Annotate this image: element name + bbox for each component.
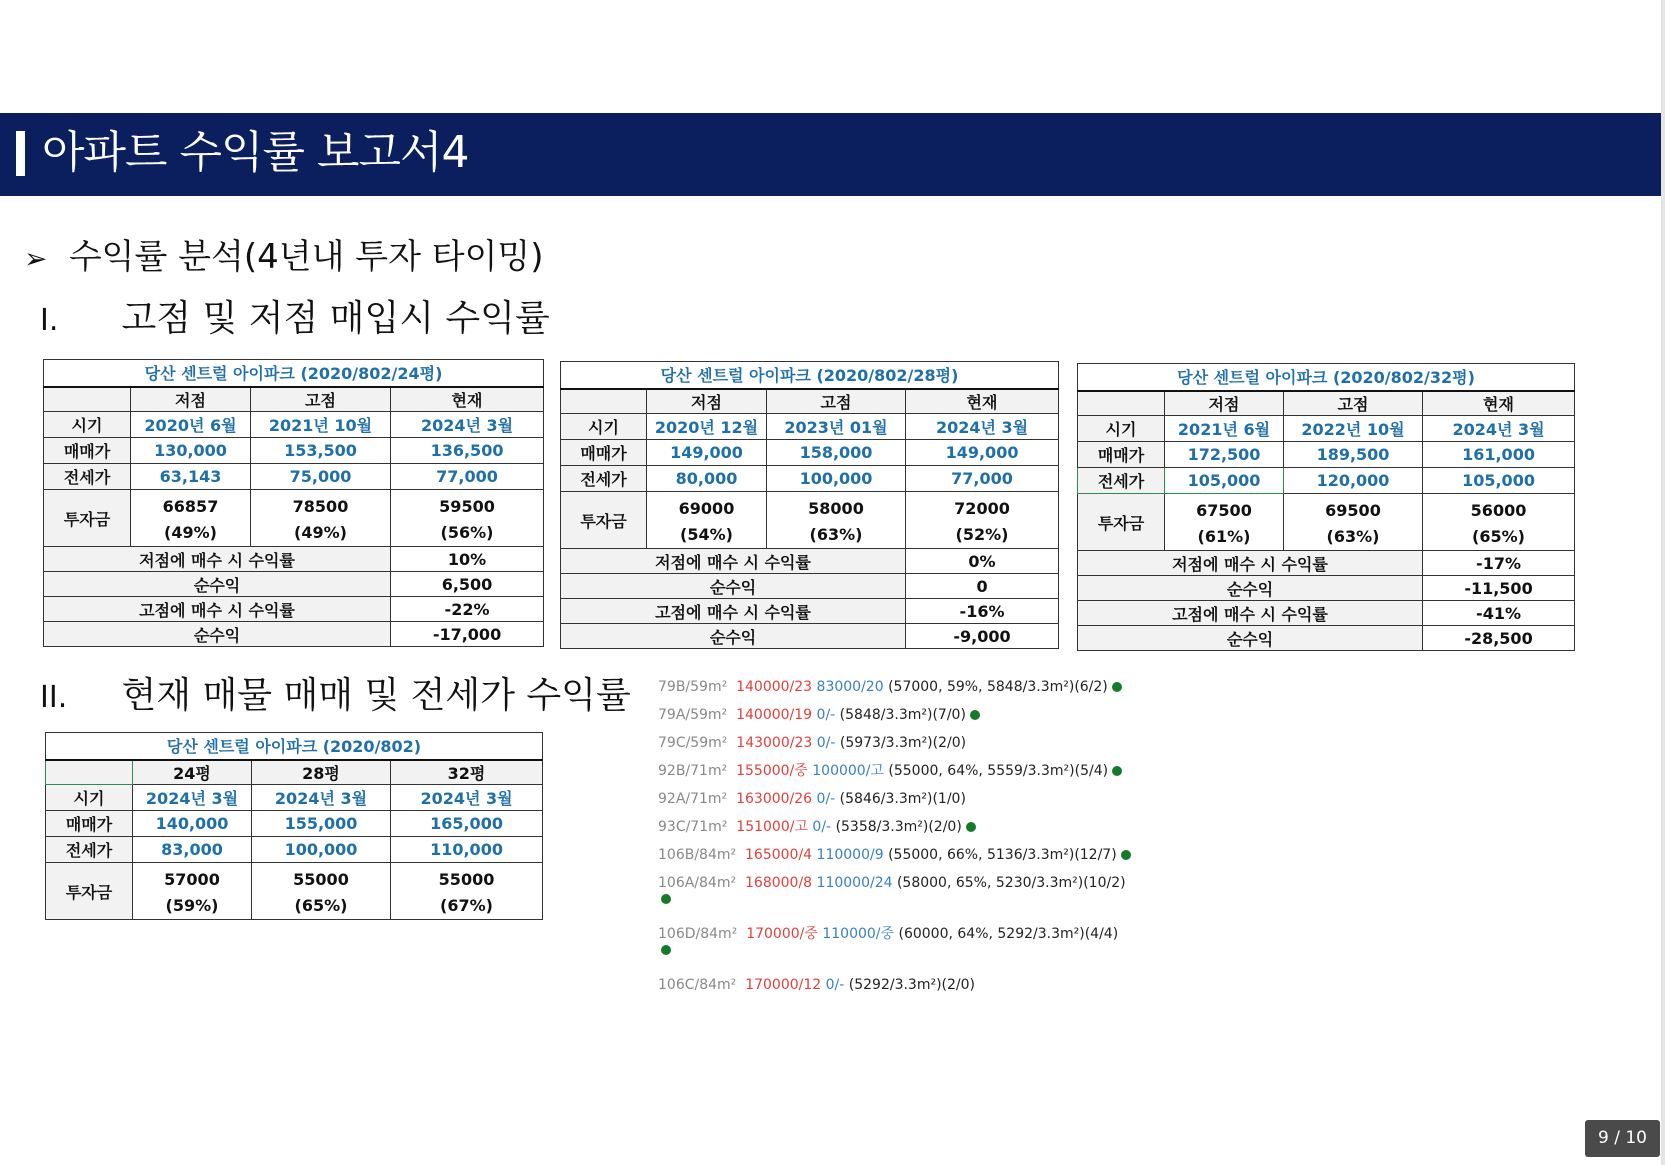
page-title: 아파트 수익률 보고서4	[42, 127, 469, 178]
row-label-net-profit: 순수익	[1078, 626, 1423, 651]
subsection-number: I.	[40, 303, 59, 338]
row-label-period: 시기	[1078, 416, 1165, 442]
cell: 105,000	[1423, 468, 1575, 494]
col-28: 28평	[252, 760, 391, 785]
cell: 77,000	[391, 464, 544, 490]
cell: -17,000	[391, 622, 544, 647]
title-band	[0, 113, 1662, 196]
cell: 0	[906, 574, 1059, 599]
invest-cell: 78500 (49%)	[251, 490, 391, 547]
row-label-low-return: 저점에 매수 시 수익률	[561, 549, 906, 574]
invest-cell: 58000 (63%)	[767, 492, 906, 549]
cell: -28,500	[1423, 626, 1575, 651]
cell: 80,000	[647, 466, 767, 492]
invest-cell: 56000 (65%)	[1423, 494, 1575, 551]
status-dot-icon	[661, 894, 671, 904]
subsection-title: 현재 매물 매매 및 전세가 수익률	[121, 675, 631, 716]
cell: 155,000	[252, 811, 391, 837]
col-high: 고점	[1284, 391, 1423, 416]
list-item: 106A/84m² 168000/8 110000/24 (58000, 65%, 5230/3.3m²)(10/2)	[658, 872, 1131, 923]
col-now: 현재	[1423, 391, 1575, 416]
row-label-net-profit: 순수익	[561, 574, 906, 599]
row-label-period: 시기	[561, 414, 647, 440]
cell: 100,000	[767, 466, 906, 492]
list-item: 106B/84m² 165000/4 110000/9 (55000, 66%, 5136/3.3m²)(12/7)	[658, 844, 1131, 872]
cell: -22%	[391, 597, 544, 622]
cell: -17%	[1423, 551, 1575, 576]
row-label-sale: 매매가	[561, 440, 647, 466]
invest-cell: 72000 (52%)	[906, 492, 1059, 549]
list-item: 79C/59m² 143000/23 0/- (5973/3.3m²)(2/0)	[658, 735, 967, 751]
list-item: 79B/59m² 140000/23 83000/20 (57000, 59%, 5848/3.3m²)(6/2)	[658, 676, 1131, 704]
cell: 140,000	[133, 811, 252, 837]
cell: -16%	[906, 599, 1059, 624]
col-high: 고점	[767, 389, 906, 414]
row-label-high-return: 고점에 매수 시 수익률	[44, 597, 391, 622]
list-item: 93C/71m² 151000/고 0/- (5358/3.3m²)(2/0)	[658, 816, 1131, 844]
list-item: 106D/84m² 170000/중 110000/중 (60000, 64%, 5292/3.3m²)(4/4)	[658, 923, 1131, 974]
cell: 2022년 10월	[1284, 416, 1423, 442]
invest-cell: 69500 (63%)	[1284, 494, 1423, 551]
col-32: 32평	[391, 760, 543, 785]
cell: 2021년 10월	[251, 412, 391, 438]
row-label-jeonse: 전세가	[44, 464, 131, 490]
subsection-title: 고점 및 저점 매입시 수익률	[121, 298, 550, 339]
cell: 120,000	[1284, 468, 1423, 494]
cell: -41%	[1423, 601, 1575, 626]
cell: 136,500	[391, 438, 544, 464]
cell: 2023년 01월	[767, 414, 906, 440]
list-item: 106C/84m² 170000/12 0/- (5292/3.3m²)(2/0)	[658, 977, 976, 993]
cell: 10%	[391, 547, 544, 572]
invest-cell: 69000 (54%)	[647, 492, 767, 549]
list-item: 92B/71m² 155000/중 100000/고 (55000, 64%, 5559/3.3m²)(5/4)	[658, 760, 1131, 788]
status-dot-icon	[1121, 850, 1131, 860]
cell: 2024년 3월	[133, 785, 252, 811]
cell: 153,500	[251, 438, 391, 464]
status-dot-icon	[1112, 766, 1122, 776]
invest-cell: 55000 (65%)	[252, 863, 391, 920]
row-label-sale: 매매가	[1078, 442, 1165, 468]
cell: 77,000	[906, 466, 1059, 492]
row-label-net-profit: 순수익	[561, 624, 906, 649]
status-dot-icon	[1112, 682, 1122, 692]
row-label-invest: 투자금	[1078, 494, 1165, 551]
cell: 161,000	[1423, 442, 1575, 468]
cell: 100,000	[252, 837, 391, 863]
cell: -11,500	[1423, 576, 1575, 601]
selected-cell[interactable]: 105,000	[1165, 468, 1284, 494]
cell: 2020년 6월	[131, 412, 251, 438]
cell: 75,000	[251, 464, 391, 490]
page-indicator: 9 / 10	[1585, 1120, 1660, 1157]
cell: 2024년 3월	[1423, 416, 1575, 442]
row-label-low-return: 저점에 매수 시 수익률	[1078, 551, 1423, 576]
invest-cell: 57000 (59%)	[133, 863, 252, 920]
subsection-number: II.	[40, 680, 68, 715]
row-label-jeonse: 전세가	[46, 837, 133, 863]
list-item: 92A/71m² 163000/26 0/- (5846/3.3m²)(1/0)	[658, 791, 966, 807]
row-label-low-return: 저점에 매수 시 수익률	[44, 547, 391, 572]
cell: 2024년 3월	[252, 785, 391, 811]
return-table-32	[1077, 363, 1575, 651]
arrow-bullet-icon: ➢	[24, 242, 48, 275]
invest-cell: 55000 (67%)	[391, 863, 543, 920]
cell: 83,000	[133, 837, 252, 863]
table-title: 당산 센트럴 아이파크 (2020/802/32평)	[1078, 364, 1575, 391]
col-low: 저점	[1165, 391, 1284, 416]
row-label-sale: 매매가	[46, 811, 133, 837]
cell: 172,500	[1165, 442, 1284, 468]
subsection-1-heading	[40, 294, 550, 346]
list-item: 79A/59m² 140000/19 0/- (5848/3.3m²)(7/0)	[658, 704, 1131, 732]
row-label-high-return: 고점에 매수 시 수익률	[561, 599, 906, 624]
cell: 2024년 3월	[391, 412, 544, 438]
row-label-sale: 매매가	[44, 438, 131, 464]
cell: 158,000	[767, 440, 906, 466]
invest-cell: 66857 (49%)	[131, 490, 251, 547]
col-now: 현재	[391, 387, 544, 412]
return-table-24	[43, 359, 544, 647]
row-label-net-profit: 순수익	[44, 622, 391, 647]
subsection-2-heading	[40, 671, 631, 723]
row-label-invest: 투자금	[46, 863, 133, 920]
cell: 189,500	[1284, 442, 1423, 468]
table-title: 당산 센트럴 아이파크 (2020/802/28평)	[561, 362, 1059, 389]
table-title: 당산 센트럴 아이파크 (2020/802)	[46, 733, 543, 760]
cell: 63,143	[131, 464, 251, 490]
row-label-net-profit: 순수익	[1078, 576, 1423, 601]
cell: -9,000	[906, 624, 1059, 649]
title-accent-bar	[16, 131, 25, 176]
status-dot-icon	[970, 710, 980, 720]
cell: 0%	[906, 549, 1059, 574]
cell: 2021년 6월	[1165, 416, 1284, 442]
cell: 149,000	[647, 440, 767, 466]
cell: 149,000	[906, 440, 1059, 466]
cell: 6,500	[391, 572, 544, 597]
row-label-net-profit: 순수익	[44, 572, 391, 597]
row-label-invest: 투자금	[561, 492, 647, 549]
cell: 165,000	[391, 811, 543, 837]
section-heading	[24, 232, 544, 284]
cell: 2024년 3월	[906, 414, 1059, 440]
row-label-high-return: 고점에 매수 시 수익률	[1078, 601, 1423, 626]
row-label-jeonse: 전세가	[561, 466, 647, 492]
section-title: 수익률 분석(4년내 투자 타이밍)	[68, 237, 544, 277]
cell: 130,000	[131, 438, 251, 464]
row-label-invest: 투자금	[44, 490, 131, 547]
col-low: 저점	[647, 389, 767, 414]
selected-cell[interactable]	[46, 760, 133, 785]
status-dot-icon	[966, 822, 976, 832]
row-label-jeonse: 전세가	[1078, 468, 1165, 494]
col-now: 현재	[906, 389, 1059, 414]
current-price-table	[45, 732, 543, 920]
invest-cell: 67500 (61%)	[1165, 494, 1284, 551]
col-low: 저점	[131, 387, 251, 412]
col-24: 24평	[133, 760, 252, 785]
return-table-28	[560, 361, 1059, 649]
row-label-period: 시기	[44, 412, 131, 438]
col-high: 고점	[251, 387, 391, 412]
cell: 2020년 12월	[647, 414, 767, 440]
status-dot-icon	[661, 945, 671, 955]
row-label-period: 시기	[46, 785, 133, 811]
listing-notes	[658, 676, 1131, 1002]
invest-cell: 59500 (56%)	[391, 490, 544, 547]
table-title: 당산 센트럴 아이파크 (2020/802/24평)	[44, 360, 544, 387]
scrollbar-track[interactable]	[1661, 0, 1665, 1165]
cell: 110,000	[391, 837, 543, 863]
cell: 2024년 3월	[391, 785, 543, 811]
